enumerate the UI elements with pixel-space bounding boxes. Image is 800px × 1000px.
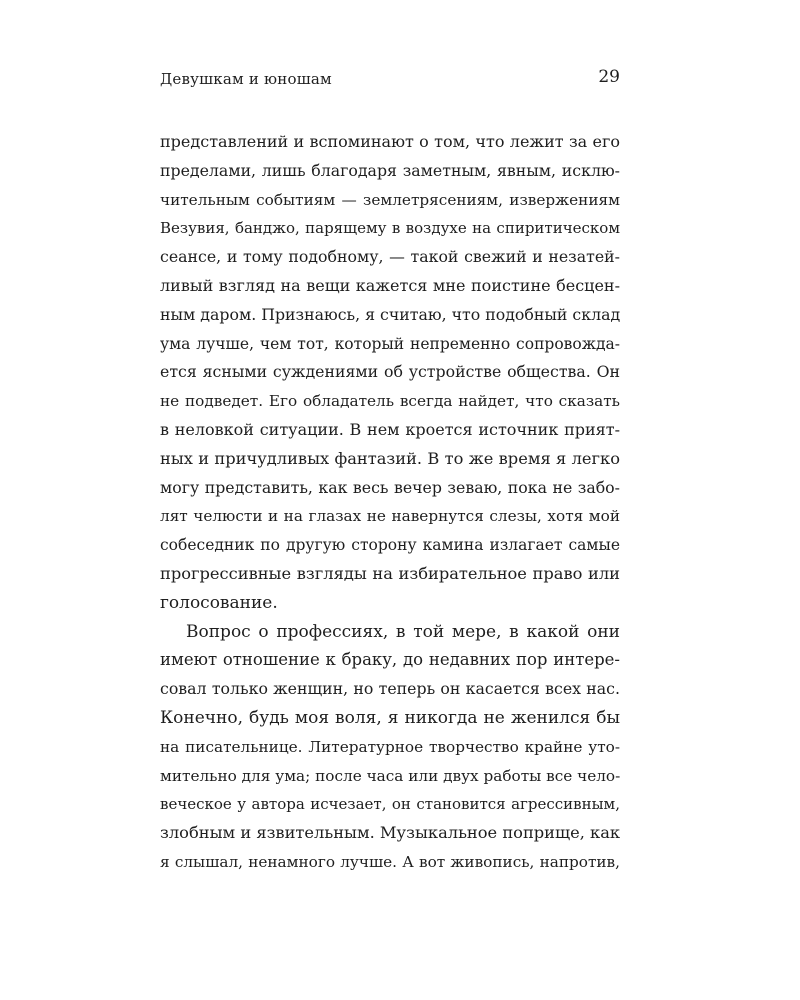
running-title: Девушкам и юношам — [160, 70, 332, 88]
text-line: собеседник по другую сторону камина излагает самые — [160, 536, 620, 555]
text-line: чительным событиям — землетрясениям, извержениям — [160, 190, 620, 209]
text-line: сеансе, и тому подобному, — такой свежий и незатей- — [160, 247, 620, 267]
text-line: лят челюсти и на глазах не навернутся слезы, хотя мой — [160, 507, 620, 526]
paragraph — [160, 618, 620, 877]
text-line: пределами, лишь благодаря заметным, явным, исклю- — [160, 160, 620, 180]
text-line: мительно для ума; после часа или двух работы все чело- — [160, 766, 620, 785]
page-number: 29 — [598, 67, 620, 87]
paragraph — [160, 128, 620, 618]
text-line: совал только женщин, но теперь он касается всех нас. — [160, 679, 620, 699]
text-line: на писательнице. Литературное творчество крайне уто- — [160, 737, 620, 756]
text-line: веческое у автора исчезает, он становится агрессивным, — [160, 795, 620, 814]
text-line: могу представить, как весь вечер зеваю, пока не забо- — [160, 477, 620, 497]
text-line: я слышал, ненамного лучше. А вот живопись, напротив, — [160, 852, 620, 871]
text-line: голосование. — [160, 592, 278, 613]
text-line: Вопрос о профессиях, в той мере, в какой они — [186, 621, 620, 642]
text-line: представлений и вспоминают о том, что лежит за его — [160, 132, 620, 151]
text-line: ных и причудливых фантазий. В то же время я легко — [160, 448, 620, 468]
text-line: ется ясными суждениями об устройстве общества. Он — [160, 362, 620, 382]
text-line: в неловкой ситуации. В нем кроется источник прият- — [160, 419, 620, 439]
text-line: злобным и язвительным. Музыкальное поприще, как — [160, 823, 620, 843]
text-line: прогрессивные взгляды на избирательное право или — [160, 563, 620, 583]
text-line: не подведет. Его обладатель всегда найдет, что сказать — [160, 392, 620, 411]
text-line: имеют отношение к браку, до недавних пор интере- — [160, 650, 620, 670]
text-line: Конечно, будь моя воля, я никогда не женился бы — [160, 707, 620, 728]
text-line: ливый взгляд на вещи кажется мне поистине бесцен- — [160, 275, 620, 295]
text-line: ума лучше, чем тот, который непременно сопровожда- — [160, 334, 620, 353]
text-line: ным даром. Признаюсь, я считаю, что подобный склад — [160, 304, 620, 324]
body-text — [160, 128, 620, 877]
text-line: Везувия, банджо, парящему в воздухе на спиритическом — [160, 219, 620, 238]
